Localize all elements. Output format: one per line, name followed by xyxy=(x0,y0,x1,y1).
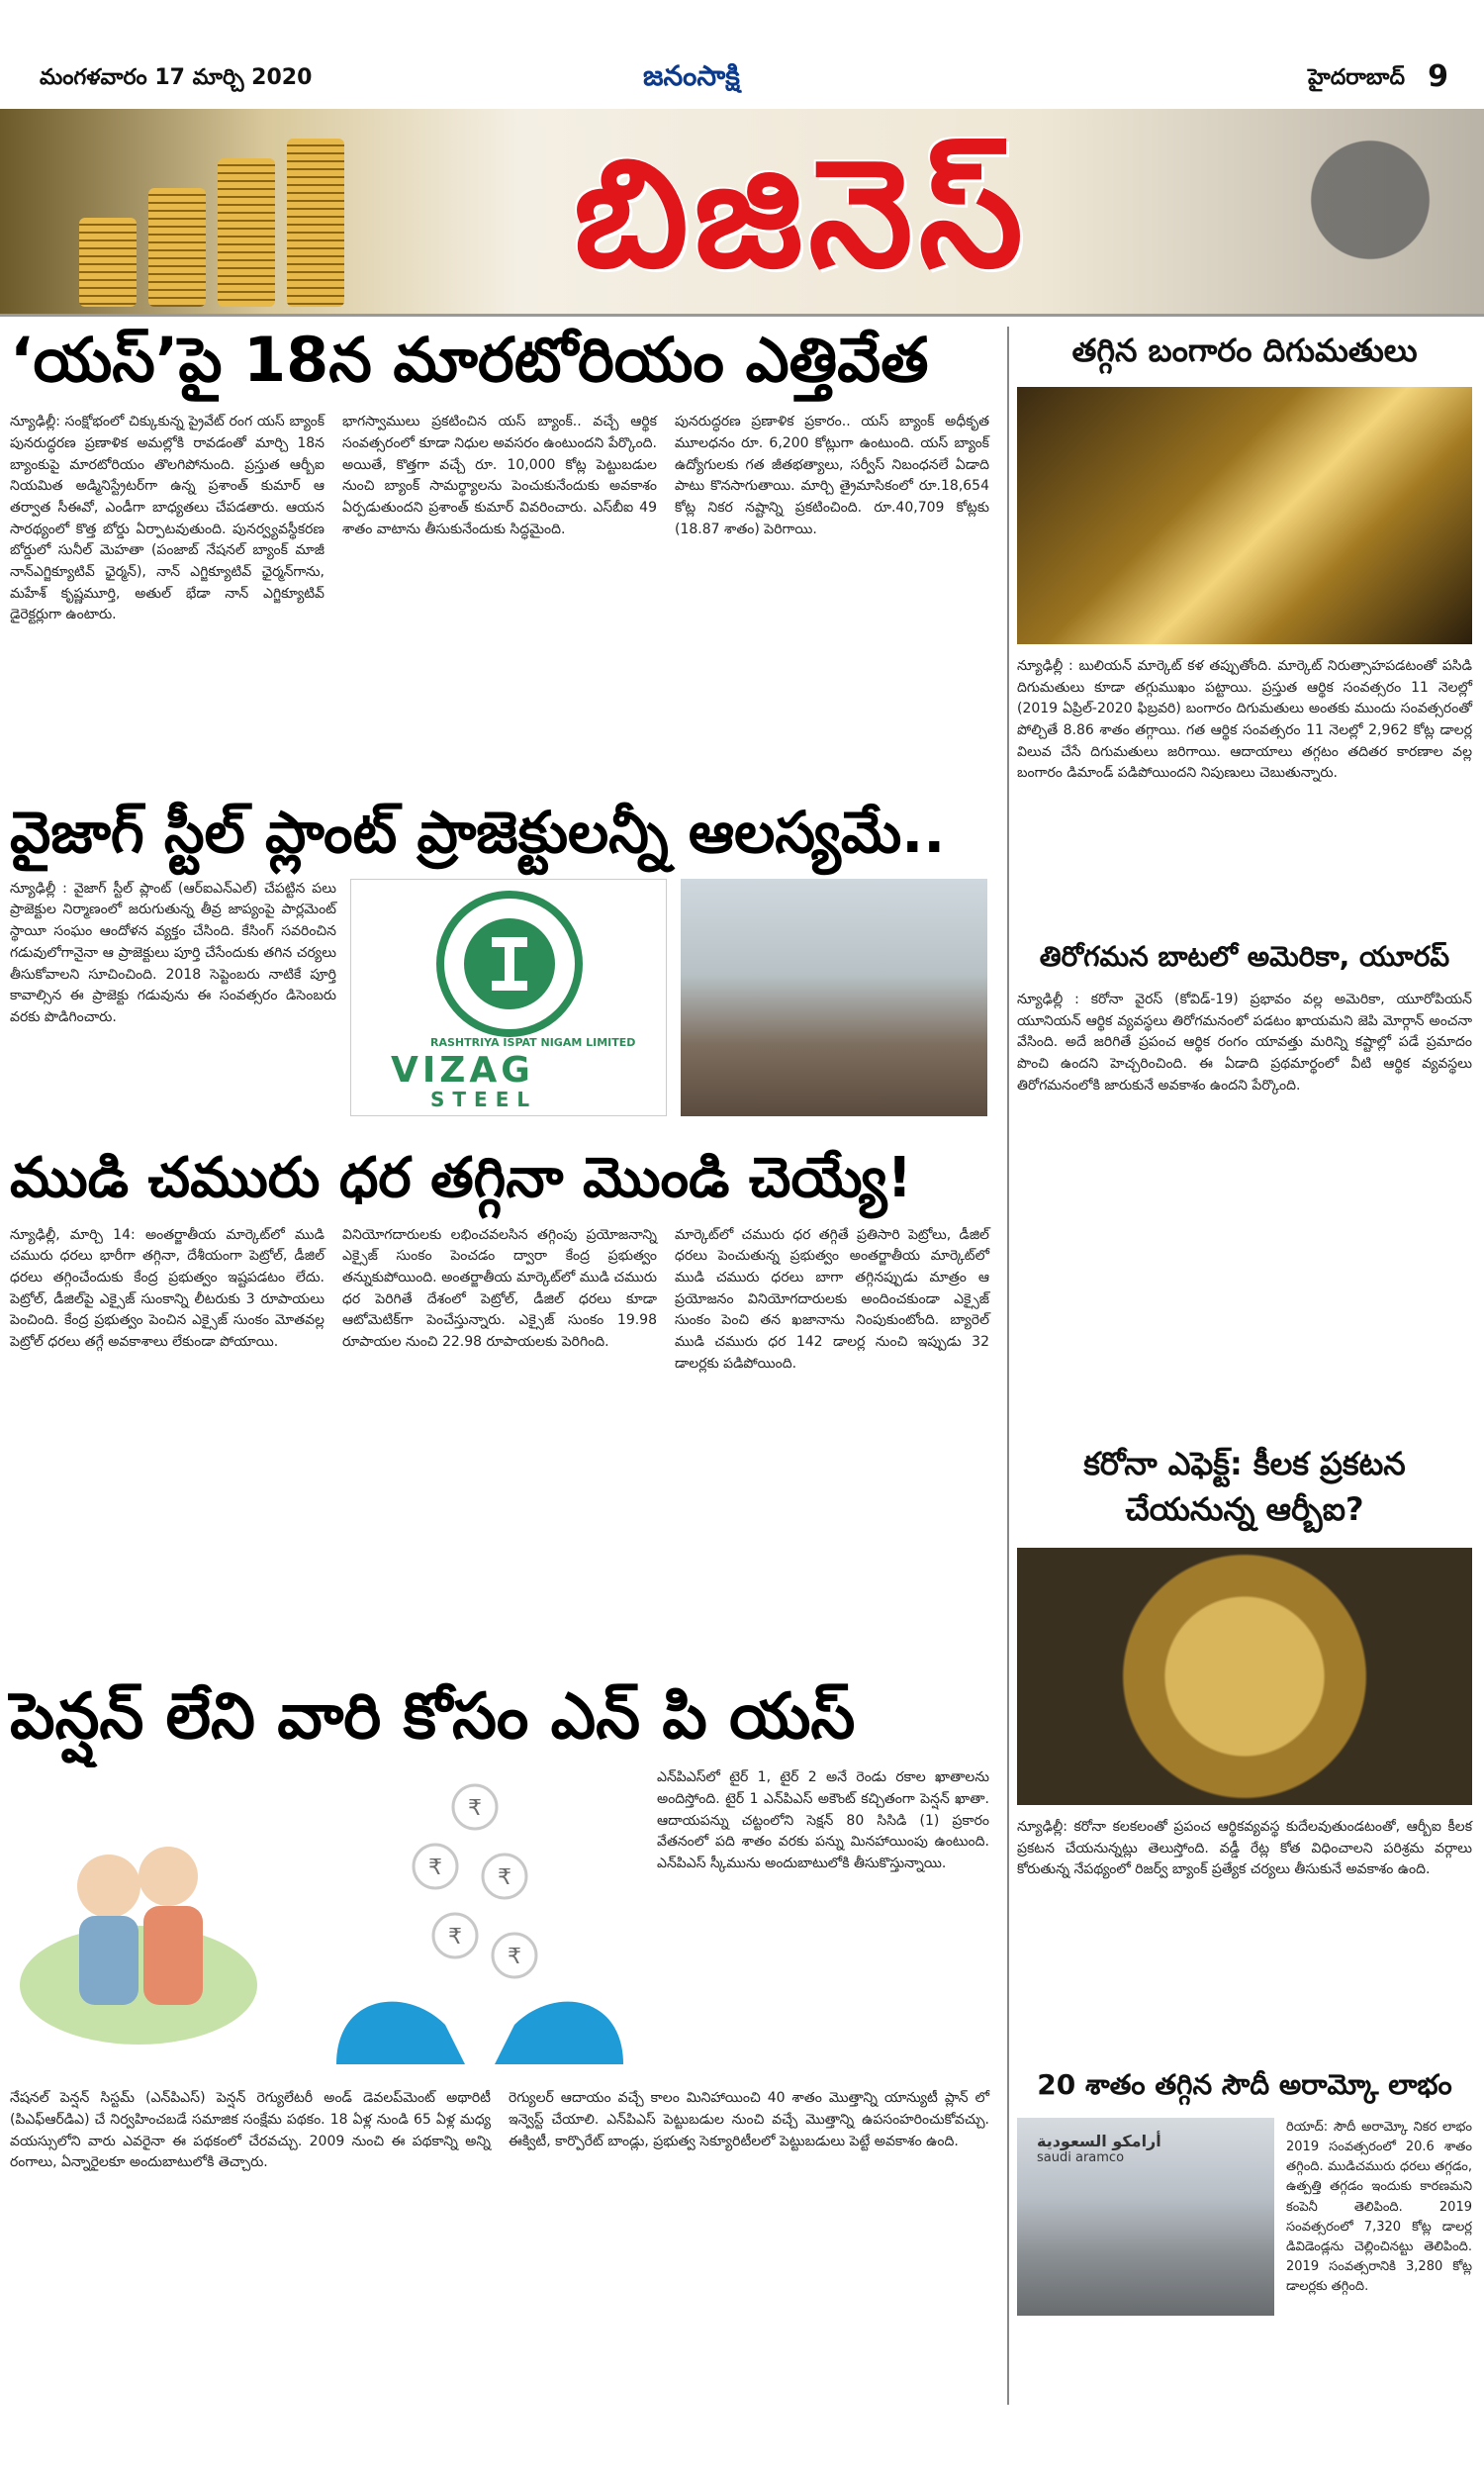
steel-logo-word: STEEL xyxy=(430,1087,538,1111)
svg-text:₹: ₹ xyxy=(498,1865,511,1891)
vizag-article xyxy=(0,799,999,1116)
crude-col-3: మార్కెట్‌లో చమురు ధర తగ్గితే ప్రతిసారి పెట్రోలు, డీజిల్‌ ధరలు పెంచుతున్న ప్రభుత్వం అంతర్జాతీయ మార్కెట్‌లో ముడి చమురు ధరలు బాగా తగ్గినప్పుడు మాత్రం ఆ ప్రయోజనం వినియోగదారులకు అందించకుండా ఎక్సైజ్‌ సుంకం పెంచి తన ఖజానాను నింపుకుంటోంది. బ్యారెల్‌ ముడి చమురు ధర 142 డాలర్ల నుంచి ఇప్పుడు 32 డాలర్లకు పడిపోయింది. xyxy=(675,1226,989,1372)
us-europe-article xyxy=(1017,940,1472,1096)
crude-col-1: న్యూఢిల్లీ, మార్చి 14: అంతర్జాతీయ మార్కెట్‌లో ముడి చమురు ధరలు భారీగా తగ్గినా, దేశీయంగా పెట్రోల్‌, డీజిల్‌ ధరలు తగ్గించేందుకు కేంద్ర ప్రభుత్వం ఇష్టపడటం లేదు. పెట్రోల్‌, డీజిల్‌పై ఎక్సైజ్‌ సుంకాన్ని లీటరుకు 3 రూపాయలు పెంచింది. కేంద్ర ప్రభుత్వం పెంచిన ఎక్సైజ్‌ సుంకం మోతవల్ల పెట్రోల్‌ ధరలు తగ్గే అవకాశాలు లేకుండా పోయాయి. xyxy=(10,1226,325,1351)
rbi-emblem-image xyxy=(1017,1548,1472,1805)
yes-bank-col-2: భాగస్వాములు ప్రకటించిన యస్‌ బ్యాంక్‌.. వచ్చే ఆర్థిక సంవత్సరంలో కూడా నిధుల అవసరం ఉంటుందని పేర్కొంది. అయితే, కొత్తగా వచ్చే రూ. 10,000 కోట్ల పెట్టుబడుల నుంచి బ్యాంక్‌ సామర్థ్యాలను పెంచుకునేందుకు అవకాశం ఏర్పడుతుందని ప్రశాంత్‌ కుమార్‌ వివరించారు. ఎస్‌బీఐ 49 శాతం వాటాను తీసుకునేందుకు సిద్ధమైంది. xyxy=(342,414,657,537)
rinl-logo xyxy=(350,879,667,1116)
vizag-logo-word: VIZAG xyxy=(391,1049,534,1091)
vizag-headline: వైజాగ్‌ స్టీల్‌ ప్లాంట్‌ ప్రాజెక్టులన్నీ ఆలస్యమే.. xyxy=(10,799,946,866)
rbi-body: న్యూఢిల్లీ: కరోనా కలకలంతో ప్రపంచ ఆర్థికవ్యవస్థ కుదేలవుతుండటంతో, ఆర్బీఐ కీలక ప్రకటన చేయనున్నట్లు తెలుస్తోంది. వడ్డీ రేట్ల కోత విధించాలని పరిశ్రమ వర్గాలు కోరుతున్న నేపథ్యంలో రిజర్వ్‌ బ్యాంక్‌ ప్రత్యేక చర్యలు తీసుకునే అవకాశం ఉంది. xyxy=(1017,1819,1472,1878)
steel-plant-image xyxy=(681,879,987,1116)
crude-col-2: వినియోగదారులకు లభించవలసిన తగ్గింపు ప్రయోజనాన్ని ఎక్సైజ్‌ సుంకం పెంచడం ద్వారా కేంద్ర ప్రభుత్వం తన్నుకుపోయింది. అంతర్జాతీయ మార్కెట్‌లో ముడి చమురు ధర పెరిగితే దేశంలో పెట్రోల్‌, డీజిల్‌ ధరలు కూడా ఆటోమెటిక్‌గా పెంచేస్తున్నారు. ఎక్సైజ్‌ సుంకం 19.98 రూపాయల నుంచి 22.98 రూపాయలకు పెరిగింది. xyxy=(342,1226,657,1351)
gold-body: న్యూఢిల్లీ : బులియన్‌ మార్కెట్‌ కళ తప్పుతోంది. మార్కెట్‌ నిరుత్సాహపడటంతో పసిడి దిగుమతులు కూడా తగ్గుముఖం పట్టాయి. ప్రస్తుత ఆర్థిక సంవత్సరం 11 నెలల్లో (2019 ఏప్రిల్‌-2020 ఫిబ్రవరి) బంగారం దిగుమతులు అంతకు ముందు సంవత్సరంతో పోల్చితే 8.86 శాతం తగ్గాయి. గత ఆర్థిక సంవత్సరం 11 నెలల్లో 2,962 కోట్ల డాలర్ల విలువ చేసే దిగుమతులు జరిగాయి. ఆదాయాలు తగ్గటం తదితర కారణాల వల్ల బంగారం డిమాండ్‌ పడిపోయిందని నిపుణులు చెబుతున్నారు. xyxy=(1017,658,1472,782)
svg-text:₹: ₹ xyxy=(448,1925,462,1951)
us-europe-headline: తిరోగమన బాటలో అమెరికా, యూరప్‌ xyxy=(1039,940,1450,973)
pension-illustration-graphic xyxy=(10,1767,643,2074)
svg-text:₹: ₹ xyxy=(468,1796,482,1822)
nps-col-1: నేషనల్‌ పెన్షన్‌ సిస్టమ్‌ (ఎన్‌పిఎస్‌) పెన్షన్‌ రెగ్యులేటరీ అండ్‌ డెవలప్‌మెంట్‌ అథారిటీ (పిఎఫ్‌ఆర్‌డిఎ) చే నిర్వహించబడే సమాజిక సంక్షేమ పథకం. 18 ఏళ్ల నుండి 65 ఏళ్ల మధ్య వయస్సులోని వారు ఎవరైనా ఈ పథకంలో చేరవచ్చు. 2009 నుంచి ఈ పథకాన్ని అన్ని రంగాలు, ఏన్నారైలకూ అందుబాటులోకి తెచ్చారు. xyxy=(10,2090,491,2171)
yes-bank-col-3: పునరుద్ధరణ ప్రణాళిక ప్రకారం.. యస్‌ బ్యాంక్‌ అధీకృత మూలధనం రూ. 6,200 కోట్లుగా ఉంటుంది. యస్‌ బ్యాంక్‌ ఉద్యోగులకు గత జీతభత్యాలు, సర్వీస్‌ నిబంధనలే ఏడాది పాటు కొనసాగుతాయి. మార్చి త్రైమాసికంలో రూ.18,654 కోట్ల నికర నష్టాన్ని ప్రకటించింది. రూ.40,709 కోట్లకు (18.87 శాతం) పెరిగాయి. xyxy=(675,414,989,537)
aramco-headline: 20 శాతం తగ్గిన సౌదీ అరామ్కో లాభం xyxy=(1037,2068,1452,2101)
nps-col-2: రెగ్యులర్‌ ఆదాయం వచ్చే కాలం మినిహాయించి 40 శాతం మొత్తాన్ని యాన్యుటీ ప్లాన్‌ లో ఇన్వెస్ట్‌ చేయాలి. ఎన్‌పిఎస్‌ పెట్టుబడుల నుంచి వచ్చే మొత్తాన్ని ఉపసంహరించుకోవచ్చు. ఈక్విటీ, కార్పొరేట్‌ బాండ్లు, ప్రభుత్వ సెక్యూరిటీలలో పెట్టుబడులు పెట్టే అవకాశం ఉంది. xyxy=(509,2090,989,2149)
aramco-image-text-ar: أرامكو السعودية xyxy=(1037,2132,1161,2150)
aramco-image-text-en: saudi aramco xyxy=(1037,2150,1125,2166)
aramco-body: రియాద్‌: సౌదీ అరామ్కో నికర లాభం 2019 సంవత్సరంలో 20.6 శాతం తగ్గింది. ముడిచమురు ధరలు తగ్గడం, ఉత్పత్తి తగ్గడం ఇందుకు కారణమని కంపెనీ తెలిపింది. 2019 సంవత్సరంలో 7,320 కోట్ల డాలర్ల డివిడెండ్లను చెల్లించినట్టు తెలిపింది. 2019 సంవత్సరానికి 3,280 కోట్ల డాలర్లకు తగ్గింది. xyxy=(1286,2120,1472,2295)
rbi-article xyxy=(1017,1445,1472,1881)
page-header xyxy=(0,0,1484,109)
gold-headline: తగ్గిన బంగారం దిగుమతులు xyxy=(1071,332,1418,369)
aramco-article xyxy=(1017,2068,1472,2316)
column-divider xyxy=(1007,327,1009,2405)
yes-bank-headline: ‘యస్’పై 18న మారటోరియం ఎత్తివేత xyxy=(10,324,929,396)
aramco-plant-image xyxy=(1017,2118,1274,2316)
rinl-logo-text: RASHTRIYA ISPAT NIGAM LIMITED xyxy=(430,1035,636,1049)
section-banner xyxy=(0,109,1484,317)
issue-date: మంగళవారం 17 మార్చి 2020 xyxy=(40,65,313,90)
vizag-body: న్యూఢిల్లీ : వైజాగ్‌ స్టీల్‌ ప్లాంట్‌ (ఆర్‌ఐఎన్‌ఎల్‌) చేపట్టిన పలు ప్రాజెక్టుల నిర్మాణంలో జరుగుతున్న తీవ్ర జాప్యంపై పార్లమెంట్‌ స్థాయీ సంఘం ఆందోళన వ్యక్తం చేసింది. కేసింగ్‌ సవరించిన గడువులోగానైనా ఆ ప్రాజెక్టులు పూర్తి చేసేందుకు తగిన చర్యలు తీసుకోవాలని సూచించింది. 2018 సెప్టెంబరు నాటికే పూర్తి కావాల్సిన ఈ ప్రాజెక్టు గడువును ఈ సంవత్సరం డిసెంబరు వరకు పొడిగించారు. xyxy=(10,880,336,1025)
page-number: 9 xyxy=(1428,59,1448,94)
crude-headline: ముడి చమురు ధర తగ్గినా మొండి చెయ్యే! xyxy=(10,1146,913,1210)
edition-city: హైదరాబాద్ xyxy=(1308,65,1405,90)
gold-bars-image xyxy=(1017,387,1472,644)
rbi-headline: కరోనా ఎఫెక్ట్‌: కీలక ప్రకటన చేయనున్న ఆర్బీఐ? xyxy=(1083,1445,1406,1528)
nps-col-3: ఎన్‌పిఎస్‌లో టైర్‌ 1, టైర్‌ 2 అనే రెండు రకాల ఖాతాలను అందిస్తోంది. టైర్‌ 1 ఎన్‌పిఎస్‌ అకౌంట్‌ కచ్చితంగా పెన్షన్‌ ఖాతా. ఆదాయపన్ను చట్టంలోని సెక్షన్‌ 80 సిసిడి (1) ప్రకారం వేతనంలో పది శాతం వరకు పన్ను మినహాయింపు ఉంటుంది. ఎన్‌పిఎస్‌ స్కీమును అందుబాటులోకి తీసుకొస్తున్నాయి. xyxy=(657,1769,989,1872)
yes-bank-col-1: న్యూఢిల్లీ: సంక్షోభంలో చిక్కుకున్న ప్రైవేట్‌ రంగ యస్‌ బ్యాంక్‌ పునరుద్ధరణ ప్రణాళిక అమల్లోకి రావడంతో మార్చి 18న బ్యాంకుపై మారటోరియం తొలగిపోనుంది. ప్రస్తుత ఆర్బీఐ నియమిత అడ్మినిస్ట్రేటర్‌గా ఉన్న ప్రశాంత్‌ కుమార్‌ ఆ తర్వాత సీఈవో, ఎండీగా బాధ్యతలు చేపడతారు. ఆయన సారథ్యంలో కొత్త బోర్డు ఏర్పాటవుతుంది. పునర్వ్యవస్థీకరణ బోర్డులో సునీల్‌ మెహతా (పంజాబ్‌ నేషనల్‌ బ్యాంక్‌ మాజీ నాన్‌ఎగ్జిక్యూటివ్‌ ఛైర్మన్‌), నాన్‌ ఎగ్జిక్యూటివ్‌ ఛైర్మన్‌గాను, మహేశ్‌ కృష్ణమూర్తి, అతుల్‌ భేడా నాన్‌ ఎగ్జిక్యూటివ్‌ డైరెక్టర్లుగా ఉంటారు. xyxy=(10,414,325,623)
crude-article xyxy=(0,1148,999,1375)
gold-article xyxy=(1017,332,1472,785)
us-europe-body: న్యూఢిల్లీ : కరోనా వైరస్‌ (కోవిడ్‌-19) ప్రభావం వల్ల అమెరికా, యూరోపియన్‌ యూనియన్‌ ఆర్థిక వ్యవస్థలు తిరోగమనంలో పడటం ఖాయమని జెపి మోర్గాన్‌ అంచనా వేసింది. అదే జరిగితే ప్రపంచ ఆర్థిక రంగం యావత్తు మరిన్ని కష్టాల్లో పడే ప్రమాదం పొంచి ఉందని హెచ్చరించింది. ఈ ఏడాది ప్రథమార్థంలో వీటి ఆర్థిక వ్యవస్థలు తిరోగమనంలోకి జారుకునే అవకాశం ఉందని పేర్కొంది. xyxy=(1017,992,1472,1094)
nps-headline: పెన్షన్‌ లేని వారి కోసం ఎన్‌ పి యస్‌ xyxy=(10,1680,856,1754)
nps-article xyxy=(0,1682,999,2174)
svg-text:₹: ₹ xyxy=(428,1856,442,1881)
section-title: బిజినెస్ xyxy=(574,129,1029,301)
coins-image xyxy=(79,139,376,307)
yes-bank-article xyxy=(0,324,999,626)
svg-text:₹: ₹ xyxy=(508,1945,521,1970)
bull-image xyxy=(1296,129,1444,307)
pension-illustration xyxy=(10,1767,643,2074)
masthead: జనంసాక్షి xyxy=(643,59,740,92)
